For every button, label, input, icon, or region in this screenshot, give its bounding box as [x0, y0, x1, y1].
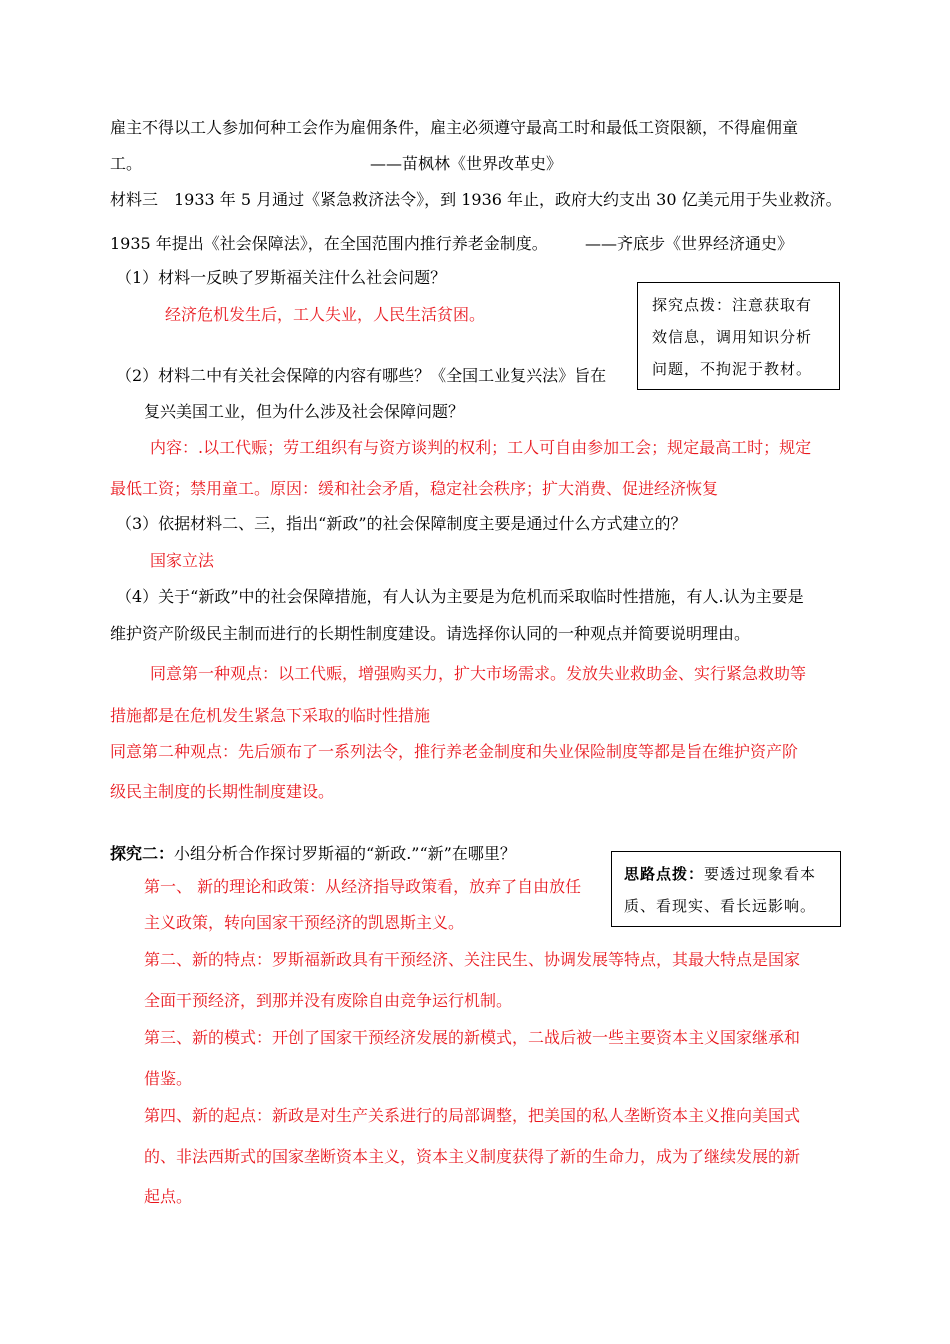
- material-line: 1935 年提出《社会保障法》，在全国范围内推行养老金制度。: [110, 234, 548, 253]
- hint-line: 问题，不拘泥于教材。: [652, 360, 813, 378]
- idea-hint-text: 质、看现实、看长远影响。: [624, 897, 817, 915]
- point-1: 主义政策，转向国家干预经济的凯恩斯主义。: [144, 913, 465, 932]
- hint-line: 探究点拨：注意获取有: [652, 296, 813, 314]
- source-citation: ——苗枫林《世界改革史》: [370, 154, 563, 173]
- point-4: 的、非法西斯式的国家垄断资本主义，资本主义制度获得了新的生命力，成为了继续发展的新: [144, 1147, 801, 1166]
- answer-4: 级民主制度的长期性制度建设。: [110, 782, 335, 801]
- idea-hint-label: 思路点拨：: [624, 865, 705, 883]
- point-2: 第二、新的特点：罗斯福新政具有干预经济、关注民生、协调发展等特点，其最大特点是国家: [144, 950, 801, 969]
- idea-hint-box: [611, 851, 841, 927]
- answer-2: 内容：.以工代赈；劳工组织有与资方谈判的权利；工人可自由参加工会；规定最高工时；规定: [150, 438, 812, 457]
- idea-hint-text: 要透过现象看本: [704, 865, 817, 883]
- point-2: 全面干预经济，到那并没有废除自由竞争运行机制。: [144, 991, 513, 1010]
- question-2: （2）材料二中有关社会保障的内容有哪些？《全国工业复兴法》旨在: [116, 366, 607, 385]
- point-4: 起点。: [144, 1187, 193, 1206]
- source-citation: ——齐底步《世界经济通史》: [585, 234, 794, 253]
- question-3: （3）依据材料二、三，指出“新政”的社会保障制度主要是通过什么方式建立的？: [116, 514, 687, 533]
- answer-2: 最低工资；禁用童工。原因：缓和社会矛盾，稳定社会秩序；扩大消费、促进经济恢复: [110, 479, 719, 498]
- answer-4: 同意第二种观点：先后颁布了一系列法令，推行养老金制度和失业保险制度等都是旨在维护资产阶: [110, 742, 799, 761]
- explore-two-text: 小组分析合作探讨罗斯福的“新政.”“新”在哪里？: [174, 844, 516, 863]
- material-line: 工。: [110, 154, 143, 173]
- point-1: 第一、 新的理论和政策：从经济指导政策看，放弃了自由放任: [144, 877, 582, 896]
- answer-4: 措施都是在危机发生紧急下采取的临时性措施: [110, 706, 431, 725]
- hint-line: 效信息，调用知识分析: [652, 328, 813, 346]
- question-1: （1）材料一反映了罗斯福关注什么社会问题？: [116, 268, 447, 287]
- explore-two-label: 探究二：: [110, 844, 175, 863]
- question-4: （4）关于“新政”中的社会保障措施，有人认为主要是为危机而采取临时性措施，有人.认为主要是: [116, 587, 804, 606]
- material-three: 材料三 1933 年 5 月通过《紧急救济法令》，到 1936 年止，政府大约支出 30 亿美元用于失业救济。: [110, 190, 842, 209]
- point-4: 第四、新的起点：新政是对生产关系进行的局部调整，把美国的私人垄断资本主义推向美国式: [144, 1106, 801, 1125]
- question-2: 复兴美国工业，但为什么涉及社会保障问题？: [144, 402, 465, 421]
- answer-3: 国家立法: [150, 551, 215, 570]
- answer-1: 经济危机发生后，工人失业，人民生活贫困。: [165, 305, 486, 324]
- point-3: 第三、新的模式：开创了国家干预经济发展的新模式，二战后被一些主要资本主义国家继承和: [144, 1028, 801, 1047]
- material-line: 雇主不得以工人参加何种工会作为雇佣条件，雇主必须遵守最高工时和最低工资限额，不得雇佣童: [110, 118, 799, 137]
- explore-two-heading: [110, 844, 516, 864]
- question-4: 维护资产阶级民主制而进行的长期性制度建设。请选择你认同的一种观点并简要说明理由。: [110, 624, 751, 643]
- answer-4: 同意第一种观点：以工代赈，增强购买力，扩大市场需求。发放失业救助金、实行紧急救助等: [150, 664, 807, 683]
- point-3: 借鉴。: [144, 1069, 193, 1088]
- hint-box: [637, 282, 840, 390]
